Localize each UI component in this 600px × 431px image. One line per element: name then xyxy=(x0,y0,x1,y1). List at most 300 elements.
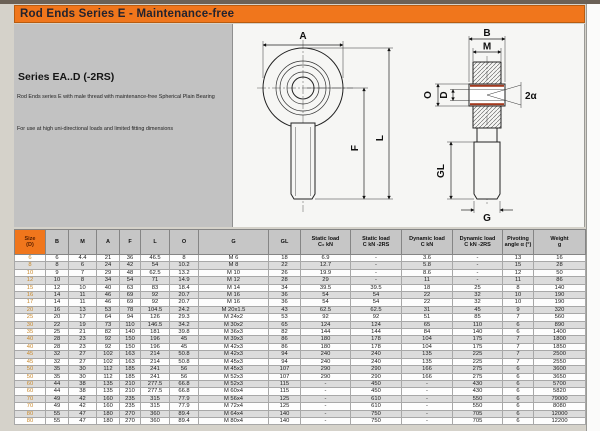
cell-static-load-c0: 240 xyxy=(301,351,351,358)
cell-static-load-c0: 29 xyxy=(301,277,351,284)
cell-dynamic-load-2rs: 175 xyxy=(453,336,503,343)
cell-l: 62.5 xyxy=(141,269,170,276)
cell-weight: 5820 xyxy=(534,388,586,395)
cell-a: 135 xyxy=(97,388,120,395)
table-row xyxy=(15,306,586,313)
cell-l: 277.5 xyxy=(141,388,170,395)
cell-static-load-2rs: 62.5 xyxy=(351,306,402,313)
table-row xyxy=(15,388,586,395)
cell-dynamic-load-c: 135 xyxy=(402,351,453,358)
cell-l: 360 xyxy=(141,417,170,424)
cell-b: 49 xyxy=(46,395,69,402)
cell-pivoting-angle: 7 xyxy=(503,314,534,321)
cell-a: 29 xyxy=(97,269,120,276)
cell-g: M 14 xyxy=(199,284,269,291)
cell-dynamic-load-2rs: 32 xyxy=(453,299,503,306)
cell-dynamic-load-2rs: 225 xyxy=(453,351,503,358)
cell-static-load-c0: - xyxy=(301,403,351,410)
cell-m: 17 xyxy=(69,314,97,321)
cell-a: 135 xyxy=(97,380,120,387)
column-header-static-load-c0: Static load C₀ kN xyxy=(301,230,351,255)
cell-l: 181 xyxy=(141,329,170,336)
cell-l: 54 xyxy=(141,262,170,269)
cell-pivoting-angle: 6 xyxy=(503,395,534,402)
cell-weight: 86 xyxy=(534,277,586,284)
cell-gl: 28 xyxy=(269,277,301,284)
dim-label-gl: GL xyxy=(436,164,447,178)
cell-o: 66.8 xyxy=(170,380,199,387)
cell-l: 92 xyxy=(141,299,170,306)
dim-label-a: A xyxy=(299,31,307,42)
table-row xyxy=(15,284,586,291)
cell-dynamic-load-c: - xyxy=(402,403,453,410)
cell-weight: 79000 xyxy=(534,395,586,402)
table-row xyxy=(15,366,586,373)
cell-dynamic-load-c: 104 xyxy=(402,343,453,350)
cell-pivoting-angle: 15 xyxy=(503,262,534,269)
cell-dynamic-load-c: 166 xyxy=(402,373,453,380)
cell-b: 49 xyxy=(46,403,69,410)
cell-f: 210 xyxy=(120,388,141,395)
cell-a: 46 xyxy=(97,299,120,306)
cell-weight: 890 xyxy=(534,321,586,328)
cell-o: 8 xyxy=(170,255,199,262)
cell-dynamic-load-c: 51 xyxy=(402,314,453,321)
cell-static-load-2rs: 610 xyxy=(351,403,402,410)
cell-o: 89.4 xyxy=(170,410,199,417)
cell-m: 30 xyxy=(69,366,97,373)
size-cell: 8 xyxy=(15,262,46,269)
dimensions-table xyxy=(14,229,586,425)
cell-static-load-2rs: 750 xyxy=(351,417,402,424)
cell-f: 163 xyxy=(120,351,141,358)
cell-g: M 45x3 xyxy=(199,366,269,373)
series-description: Rod Ends series E with male thread with maintenance-free Spherical Plain Bearing xyxy=(17,94,215,100)
cell-a: 46 xyxy=(97,292,120,299)
cell-b: 9 xyxy=(46,269,69,276)
cell-o: 18.4 xyxy=(170,284,199,291)
cell-l: 277.5 xyxy=(141,380,170,387)
technical-drawing-panel xyxy=(233,24,585,227)
cell-l: 126 xyxy=(141,314,170,321)
cell-b: 14 xyxy=(46,292,69,299)
cell-weight: 1850 xyxy=(534,343,586,350)
cell-o: 39.8 xyxy=(170,329,199,336)
table-row xyxy=(15,321,586,328)
cell-dynamic-load-2rs: - xyxy=(453,262,503,269)
column-header-pivoting-angle: Pivoting angle α (°) xyxy=(503,230,534,255)
cell-b: 44 xyxy=(46,388,69,395)
cell-weight: 190 xyxy=(534,299,586,306)
column-header-a: A xyxy=(97,230,120,255)
cell-b: 55 xyxy=(46,410,69,417)
cell-m: 10 xyxy=(69,284,97,291)
cell-g: M 64x4 xyxy=(199,410,269,417)
cell-pivoting-angle: 6 xyxy=(503,417,534,424)
cell-g: M 16 xyxy=(199,292,269,299)
cell-b: 28 xyxy=(46,336,69,343)
cell-static-load-c0: 290 xyxy=(301,373,351,380)
cell-o: 14.9 xyxy=(170,277,199,284)
dim-label-d: D xyxy=(439,91,450,99)
side-view-drawing xyxy=(421,26,581,224)
cell-pivoting-angle: 10 xyxy=(503,299,534,306)
size-cell: 50 xyxy=(15,373,46,380)
cell-dynamic-load-c: 11 xyxy=(402,277,453,284)
series-usage: For use at high uni-directional loads and limited fitting dimensions xyxy=(17,126,174,132)
cell-dynamic-load-c: - xyxy=(402,380,453,387)
size-cell: 17 xyxy=(15,299,46,306)
column-header-m: M xyxy=(69,230,97,255)
table-row xyxy=(15,255,586,262)
cell-gl: 115 xyxy=(269,388,301,395)
cell-o: 24.2 xyxy=(170,306,199,313)
cell-pivoting-angle: 6 xyxy=(503,410,534,417)
column-header-static-load-2rs: Static load C kN -2RS xyxy=(351,230,402,255)
cell-a: 180 xyxy=(97,410,120,417)
cell-m: 23 xyxy=(69,336,97,343)
cell-gl: 36 xyxy=(269,299,301,306)
cell-dynamic-load-c: 3.6 xyxy=(402,255,453,262)
cell-b: 32 xyxy=(46,358,69,365)
cell-static-load-2rs: 750 xyxy=(351,410,402,417)
cell-dynamic-load-c: 135 xyxy=(402,358,453,365)
cell-g: M 6 xyxy=(199,255,269,262)
cell-a: 34 xyxy=(97,277,120,284)
cell-l: 146.5 xyxy=(141,321,170,328)
cell-f: 150 xyxy=(120,343,141,350)
cell-g: M 20x1.5 xyxy=(199,306,269,313)
cell-f: 42 xyxy=(120,262,141,269)
column-header-g: G xyxy=(199,230,269,255)
intro-panel xyxy=(14,24,233,227)
cell-f: 69 xyxy=(120,299,141,306)
cell-l: 360 xyxy=(141,410,170,417)
cell-b: 25 xyxy=(46,329,69,336)
cell-g: M 24x2 xyxy=(199,314,269,321)
cell-m: 23 xyxy=(69,343,97,350)
cell-static-load-c0: - xyxy=(301,388,351,395)
table-row xyxy=(15,358,586,365)
cell-weight: 3600 xyxy=(534,366,586,373)
cell-static-load-2rs: - xyxy=(351,269,402,276)
cell-o: 56 xyxy=(170,366,199,373)
cell-m: 47 xyxy=(69,417,97,424)
cell-o: 13.2 xyxy=(170,269,199,276)
cell-g: M 60x4 xyxy=(199,388,269,395)
cell-pivoting-angle: 7 xyxy=(503,336,534,343)
cell-g: M 45x3 xyxy=(199,358,269,365)
column-header-o: O xyxy=(170,230,199,255)
cell-f: 235 xyxy=(120,403,141,410)
size-cell: 80 xyxy=(15,410,46,417)
cell-g: M 80x4 xyxy=(199,417,269,424)
cell-static-load-c0: 62.5 xyxy=(301,306,351,313)
cell-b: 55 xyxy=(46,417,69,424)
cell-m: 8 xyxy=(69,277,97,284)
cell-gl: 36 xyxy=(269,292,301,299)
cell-a: 73 xyxy=(97,321,120,328)
cell-gl: 53 xyxy=(269,314,301,321)
cell-f: 210 xyxy=(120,380,141,387)
cell-pivoting-angle: 7 xyxy=(503,351,534,358)
column-header-gl: GL xyxy=(269,230,301,255)
cell-static-load-2rs: 178 xyxy=(351,336,402,343)
cell-pivoting-angle: 6 xyxy=(503,321,534,328)
cell-gl: 115 xyxy=(269,380,301,387)
cell-static-load-c0: 290 xyxy=(301,366,351,373)
cell-static-load-2rs: 290 xyxy=(351,366,402,373)
dim-label-f: F xyxy=(350,144,361,152)
cell-g: M 72x4 xyxy=(199,403,269,410)
table-row xyxy=(15,299,586,306)
cell-dynamic-load-2rs: 430 xyxy=(453,380,503,387)
cell-gl: 43 xyxy=(269,306,301,313)
cell-o: 34.2 xyxy=(170,321,199,328)
dim-label-2alpha: 2α xyxy=(525,91,537,102)
cell-weight: 2550 xyxy=(534,358,586,365)
size-cell: 60 xyxy=(15,388,46,395)
cell-gl: 34 xyxy=(269,284,301,291)
cell-l: 214 xyxy=(141,358,170,365)
size-cell: 16 xyxy=(15,292,46,299)
cell-m: 4.4 xyxy=(69,255,97,262)
size-cell: 6 xyxy=(15,255,46,262)
table-row xyxy=(15,262,586,269)
content-area xyxy=(14,24,585,227)
cell-a: 102 xyxy=(97,358,120,365)
cell-gl: 107 xyxy=(269,366,301,373)
cell-static-load-c0: 92 xyxy=(301,314,351,321)
cell-l: 315 xyxy=(141,403,170,410)
cell-weight: 16 xyxy=(534,255,586,262)
cell-pivoting-angle: 10 xyxy=(503,292,534,299)
cell-a: 180 xyxy=(97,417,120,424)
cell-gl: 107 xyxy=(269,373,301,380)
front-view-drawing xyxy=(241,26,409,224)
cell-gl: 86 xyxy=(269,336,301,343)
cell-f: 150 xyxy=(120,336,141,343)
cell-m: 42 xyxy=(69,403,97,410)
cell-dynamic-load-2rs: - xyxy=(453,277,503,284)
cell-b: 28 xyxy=(46,343,69,350)
cell-dynamic-load-2rs: 550 xyxy=(453,403,503,410)
cell-static-load-2rs: 92 xyxy=(351,314,402,321)
cell-g: M 8 xyxy=(199,262,269,269)
cell-static-load-2rs: 240 xyxy=(351,358,402,365)
column-header-size: Size (D) xyxy=(15,230,46,255)
cell-weight: 190 xyxy=(534,292,586,299)
cell-b: 6 xyxy=(46,255,69,262)
table-row xyxy=(15,336,586,343)
cell-m: 13 xyxy=(69,306,97,313)
column-header-l: L xyxy=(141,230,170,255)
size-cell: 25 xyxy=(15,314,46,321)
table-row xyxy=(15,417,586,424)
cell-gl: 140 xyxy=(269,410,301,417)
cell-weight: 50 xyxy=(534,269,586,276)
cell-pivoting-angle: 7 xyxy=(503,358,534,365)
dim-label-b: B xyxy=(483,28,491,39)
size-cell: 10 xyxy=(15,269,46,276)
cell-weight: 12200 xyxy=(534,417,586,424)
cell-l: 83 xyxy=(141,284,170,291)
cell-weight: 320 xyxy=(534,306,586,313)
cell-pivoting-angle: 6 xyxy=(503,366,534,373)
cell-m: 38 xyxy=(69,380,97,387)
cell-gl: 140 xyxy=(269,417,301,424)
cell-weight: 140 xyxy=(534,284,586,291)
cell-o: 45 xyxy=(170,336,199,343)
cell-static-load-2rs: 450 xyxy=(351,380,402,387)
cell-static-load-2rs: 54 xyxy=(351,292,402,299)
cell-dynamic-load-c: 5.8 xyxy=(402,262,453,269)
cell-m: 11 xyxy=(69,299,97,306)
cell-pivoting-angle: 6 xyxy=(503,380,534,387)
cell-static-load-c0: - xyxy=(301,410,351,417)
top-border-strip xyxy=(0,0,600,4)
rod-end-front-view xyxy=(257,40,353,212)
cell-static-load-c0: 180 xyxy=(301,336,351,343)
size-cell: 20 xyxy=(15,306,46,313)
dim-label-g: G xyxy=(483,213,491,224)
cell-static-load-c0: 180 xyxy=(301,343,351,350)
cell-b: 20 xyxy=(46,314,69,321)
cell-dynamic-load-2rs: 225 xyxy=(453,358,503,365)
cell-m: 42 xyxy=(69,395,97,402)
cell-m: 21 xyxy=(69,329,97,336)
size-cell: 80 xyxy=(15,417,46,424)
cell-dynamic-load-2rs: 275 xyxy=(453,373,503,380)
cell-o: 29.3 xyxy=(170,314,199,321)
cell-f: 78 xyxy=(120,306,141,313)
cell-pivoting-angle: 6 xyxy=(503,373,534,380)
dim-label-l: L xyxy=(375,134,386,142)
cell-static-load-c0: - xyxy=(301,417,351,424)
cell-g: M 16 xyxy=(199,299,269,306)
cell-dynamic-load-2rs: 110 xyxy=(453,321,503,328)
cell-a: 53 xyxy=(97,306,120,313)
cell-f: 140 xyxy=(120,329,141,336)
cell-a: 92 xyxy=(97,336,120,343)
cell-gl: 26 xyxy=(269,269,301,276)
cell-o: 77.9 xyxy=(170,395,199,402)
cell-dynamic-load-c: 22 xyxy=(402,299,453,306)
cell-b: 44 xyxy=(46,380,69,387)
cell-g: M 39x3 xyxy=(199,336,269,343)
cell-static-load-2rs: - xyxy=(351,277,402,284)
cell-pivoting-angle: 6 xyxy=(503,329,534,336)
cell-m: 7 xyxy=(69,269,97,276)
cell-f: 185 xyxy=(120,366,141,373)
cell-static-load-2rs: 144 xyxy=(351,329,402,336)
cell-g: M 30x2 xyxy=(199,321,269,328)
table-row xyxy=(15,277,586,284)
cell-o: 45 xyxy=(170,343,199,350)
size-cell: 70 xyxy=(15,395,46,402)
cell-dynamic-load-2rs: 705 xyxy=(453,410,503,417)
cell-m: 30 xyxy=(69,373,97,380)
cell-a: 160 xyxy=(97,395,120,402)
cell-dynamic-load-2rs: 45 xyxy=(453,306,503,313)
cell-dynamic-load-c: 18 xyxy=(402,284,453,291)
size-cell: 45 xyxy=(15,358,46,365)
table-row xyxy=(15,314,586,321)
size-cell: 40 xyxy=(15,343,46,350)
cell-f: 235 xyxy=(120,395,141,402)
cell-weight: 8080 xyxy=(534,403,586,410)
cell-gl: 94 xyxy=(269,351,301,358)
cell-m: 47 xyxy=(69,410,97,417)
cell-static-load-2rs: 39.5 xyxy=(351,284,402,291)
cell-static-load-c0: - xyxy=(301,395,351,402)
cell-l: 315 xyxy=(141,395,170,402)
page-title xyxy=(14,5,585,23)
cell-dynamic-load-c: - xyxy=(402,417,453,424)
cell-g: M 42x3 xyxy=(199,343,269,350)
right-margin xyxy=(586,4,600,431)
table-row xyxy=(15,373,586,380)
cell-a: 112 xyxy=(97,373,120,380)
cell-dynamic-load-c: 22 xyxy=(402,292,453,299)
cell-g: M 10 xyxy=(199,269,269,276)
cell-f: 185 xyxy=(120,373,141,380)
cell-static-load-2rs: - xyxy=(351,262,402,269)
cell-pivoting-angle: 6 xyxy=(503,403,534,410)
cell-m: 27 xyxy=(69,358,97,365)
cell-o: 50.8 xyxy=(170,358,199,365)
cell-gl: 86 xyxy=(269,343,301,350)
cell-gl: 22 xyxy=(269,262,301,269)
cell-dynamic-load-2rs: - xyxy=(453,269,503,276)
size-cell: 40 xyxy=(15,336,46,343)
cell-a: 102 xyxy=(97,351,120,358)
dim-label-o: O xyxy=(423,91,434,99)
cell-pivoting-angle: 12 xyxy=(503,269,534,276)
cell-l: 104.5 xyxy=(141,306,170,313)
cell-f: 94 xyxy=(120,314,141,321)
cell-a: 64 xyxy=(97,314,120,321)
cell-m: 27 xyxy=(69,351,97,358)
cell-g: M 36x3 xyxy=(199,329,269,336)
cell-o: 77.9 xyxy=(170,403,199,410)
size-cell: 50 xyxy=(15,366,46,373)
cell-static-load-2rs: 124 xyxy=(351,321,402,328)
cell-o: 10.2 xyxy=(170,262,199,269)
cell-dynamic-load-c: - xyxy=(402,388,453,395)
table-row xyxy=(15,329,586,336)
cell-weight: 1800 xyxy=(534,336,586,343)
cell-b: 35 xyxy=(46,366,69,373)
seal-2rs-bottom xyxy=(470,103,504,105)
cell-dynamic-load-2rs: - xyxy=(453,255,503,262)
dim-label-m: M xyxy=(482,41,492,53)
cell-dynamic-load-2rs: 275 xyxy=(453,366,503,373)
cell-gl: 125 xyxy=(269,403,301,410)
cell-f: 54 xyxy=(120,277,141,284)
cell-a: 92 xyxy=(97,343,120,350)
cell-o: 50.8 xyxy=(170,351,199,358)
cell-l: 214 xyxy=(141,351,170,358)
column-header-weight: Weight g xyxy=(534,230,586,255)
cell-static-load-c0: - xyxy=(301,380,351,387)
cell-pivoting-angle: 11 xyxy=(503,277,534,284)
cell-dynamic-load-c: 166 xyxy=(402,366,453,373)
cell-a: 24 xyxy=(97,262,120,269)
cell-b: 22 xyxy=(46,321,69,328)
cell-static-load-2rs: 240 xyxy=(351,351,402,358)
cell-weight: 28 xyxy=(534,262,586,269)
